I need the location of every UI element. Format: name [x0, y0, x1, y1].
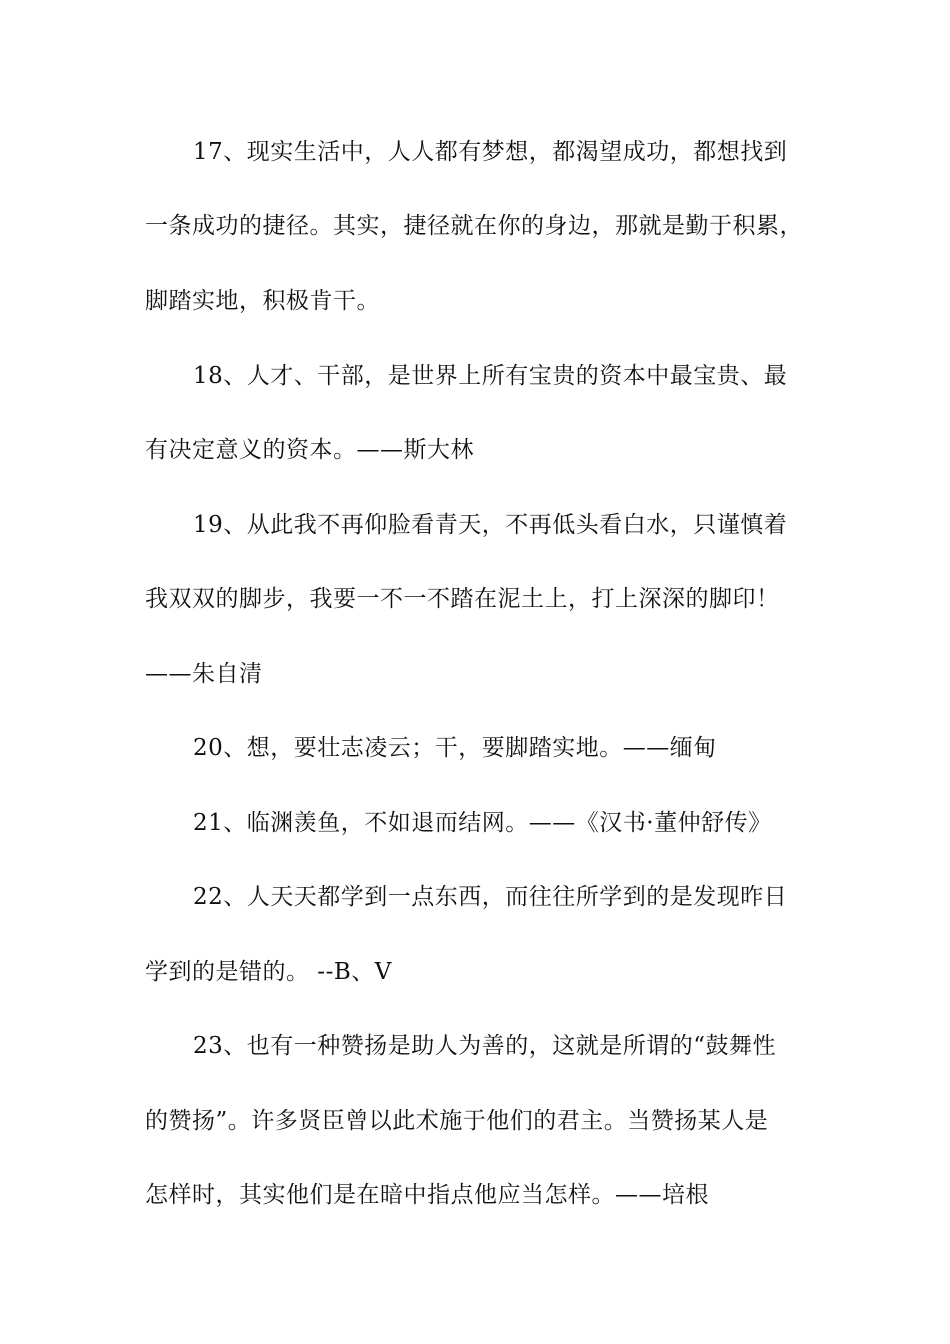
quote-22-line-2: 学到的是错的。 --B、V — [145, 959, 392, 985]
quote-17-line-2: 一条成功的捷径。其实，捷径就在你的身边，那就是勤于积累， — [145, 213, 803, 239]
quote-22-line-1: 22、人天天都学到一点东西，而往往所学到的是发现昨日 — [193, 884, 788, 910]
quote-19-line-2: 我双双的脚步，我要一不一不踏在泥土上，打上深深的脚印！ — [145, 586, 780, 612]
quote-17-line-3: 脚踏实地，积极肯干。 — [145, 288, 380, 314]
quote-23-line-1: 23、也有一种赞扬是助人为善的，这就是所谓的“鼓舞性 — [193, 1033, 777, 1059]
quote-18-line-1: 18、人才、干部，是世界上所有宝贵的资本中最宝贵、最 — [193, 363, 788, 389]
quote-17-line-1: 17、现实生活中，人人都有梦想，都渴望成功，都想找到 — [193, 139, 788, 165]
quote-21-line-1: 21、临渊羡鱼，不如退而结网。——《汉书·董仲舒传》 — [193, 810, 772, 836]
quote-19-line-1: 19、从此我不再仰脸看青天，不再低头看白水，只谨慎着 — [193, 512, 788, 538]
quote-20-line-1: 20、想，要壮志凌云；干，要脚踏实地。——缅甸 — [193, 735, 717, 761]
quote-19-attribution: ——朱自清 — [145, 661, 263, 687]
quote-18-line-2: 有决定意义的资本。——斯大林 — [145, 437, 474, 463]
quote-23-line-2: 的赞扬”。许多贤臣曾以此术施于他们的君主。当赞扬某人是 — [145, 1108, 769, 1134]
quote-23-line-3: 怎样时，其实他们是在暗中指点他应当怎样。——培根 — [145, 1182, 709, 1208]
